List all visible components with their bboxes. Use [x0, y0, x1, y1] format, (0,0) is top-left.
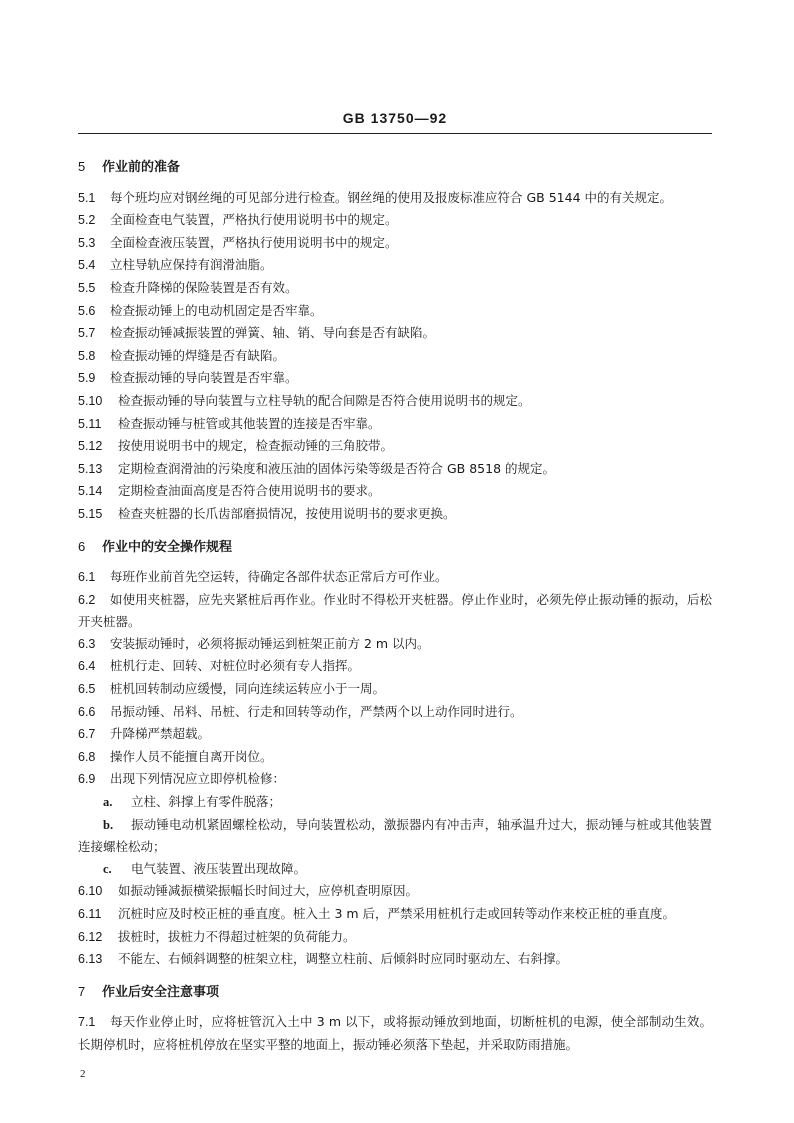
clause-5-13: 5.13 定期检查润滑油的污染度和液压油的固体污染等级是否符合 GB 8518 的规定。 — [78, 460, 555, 476]
section-heading-5: 5 作业前的准备 — [78, 159, 181, 175]
clause-6-3: 6.3 安装振动锤时，必须将振动锤运到桩架正前方 2 m 以内。 — [78, 635, 430, 651]
document-body — [78, 156, 712, 1056]
clause-6-2: 6.2 如使用夹桩器，应先夹紧桩后再作业。作业时不得松开夹桩器。停止作业时，必须先停止振动锤的振动，后松开夹桩器。 — [78, 591, 712, 630]
clause-6-9-item-b: b. 振动锤电动机紧固螺栓松动，导向装置松动，激振器内有冲击声，轴承温升过大，振动锤与桩或其他装置连接螺栓松动； — [78, 816, 712, 855]
clause-6-1: 6.1 每班作业前首先空运转，待确定各部件状态正常后方可作业。 — [78, 569, 448, 585]
clause-5-10: 5.10 检查振动锤的导向装置与立柱导轨的配合间隙是否符合使用说明书的规定。 — [78, 392, 531, 408]
clause-5-8: 5.8 检查振动锤的焊缝是否有缺陷。 — [78, 347, 286, 363]
clause-5-2: 5.2 全面检查电气装置，严格执行使用说明书中的规定。 — [78, 212, 398, 228]
clause-5-9: 5.9 检查振动锤的导向装置是否牢靠。 — [78, 370, 298, 386]
clause-6-13: 6.13 不能左、右倾斜调整的桩架立柱，调整立柱前、后倾斜时应同时驱动左、右斜撑。 — [78, 951, 569, 967]
clause-5-3: 5.3 全面检查液压装置，严格执行使用说明书中的规定。 — [78, 234, 398, 250]
clause-6-9-item-c: c. 电气装置、液压装置出现故障。 — [103, 860, 307, 876]
clause-5-12: 5.12 按使用说明书中的规定，检查振动锤的三角胶带。 — [78, 438, 394, 454]
clause-6-6: 6.6 吊振动锤、吊料、吊桩、行走和回转等动作，严禁两个以上动作同时进行。 — [78, 703, 523, 719]
clause-5-1: 5.1 每个班均应对钢丝绳的可见部分进行检查。钢丝绳的使用及报废标准应符合 GB 5144 中的有关规定。 — [78, 189, 672, 205]
clause-5-14: 5.14 定期检查油面高度是否符合使用说明书的要求。 — [78, 483, 381, 499]
standard-code-header: GB 13750—92 — [342, 110, 448, 126]
clause-6-8: 6.8 操作人员不能擅自离开岗位。 — [78, 748, 273, 764]
clause-6-4: 6.4 桩机行走、回转、对桩位时必须有专人指挥。 — [78, 658, 361, 674]
clause-6-7: 6.7 升降梯严禁超载。 — [78, 726, 211, 742]
clause-5-11: 5.11 检查振动锤与桩管或其他装置的连接是否牢靠。 — [78, 415, 381, 431]
clause-5-5: 5.5 检查升降梯的保险装置是否有效。 — [78, 279, 298, 295]
clause-5-4: 5.4 立柱导轨应保持有润滑油脂。 — [78, 257, 273, 273]
clause-5-15: 5.15 检查夹桩器的长爪齿部磨损情况，按使用说明书的要求更换。 — [78, 505, 456, 521]
clause-6-9: 6.9 出现下列情况应立即停机检修： — [78, 771, 286, 787]
section-heading-7: 7 作业后安全注意事项 — [78, 983, 220, 1000]
clause-5-6: 5.6 检查振动锤上的电动机固定是否牢靠。 — [78, 302, 323, 318]
clause-6-9-item-a: a. 立柱、斜撑上有零件脱落； — [103, 794, 282, 810]
clause-5-7: 5.7 检查振动锤减振装置的弹簧、轴、销、导向套是否有缺陷。 — [78, 325, 436, 341]
clause-6-12: 6.12 拔桩时，拔桩力不得超过桩架的负荷能力。 — [78, 928, 356, 944]
section-heading-6: 6 作业中的安全操作规程 — [78, 538, 233, 555]
clause-7-1: 7.1 每天作业停止时，应将桩管沉入土中 3 m 以下，或将振动锤放到地面，切断桩机的电源，使全部制动生效。长期停机时，应将桩机停放在坚实平整的地面上，振动锤必须落下垫起，并采取防雨措施。 — [78, 1014, 712, 1052]
clause-6-10: 6.10 如振动锤减振横梁振幅长时间过大，应停机查明原因。 — [78, 883, 419, 899]
header-rule — [78, 133, 712, 134]
page-number: 2 — [80, 1068, 86, 1080]
clause-6-11: 6.11 沉桩时应及时校正桩的垂直度。桩入土 3 m 后，严禁采用桩机行走或回转等动作来校正桩的垂直度。 — [78, 906, 676, 921]
clause-6-5: 6.5 桩机回转制动应缓慢，同向连续运转应小于一周。 — [78, 681, 386, 697]
